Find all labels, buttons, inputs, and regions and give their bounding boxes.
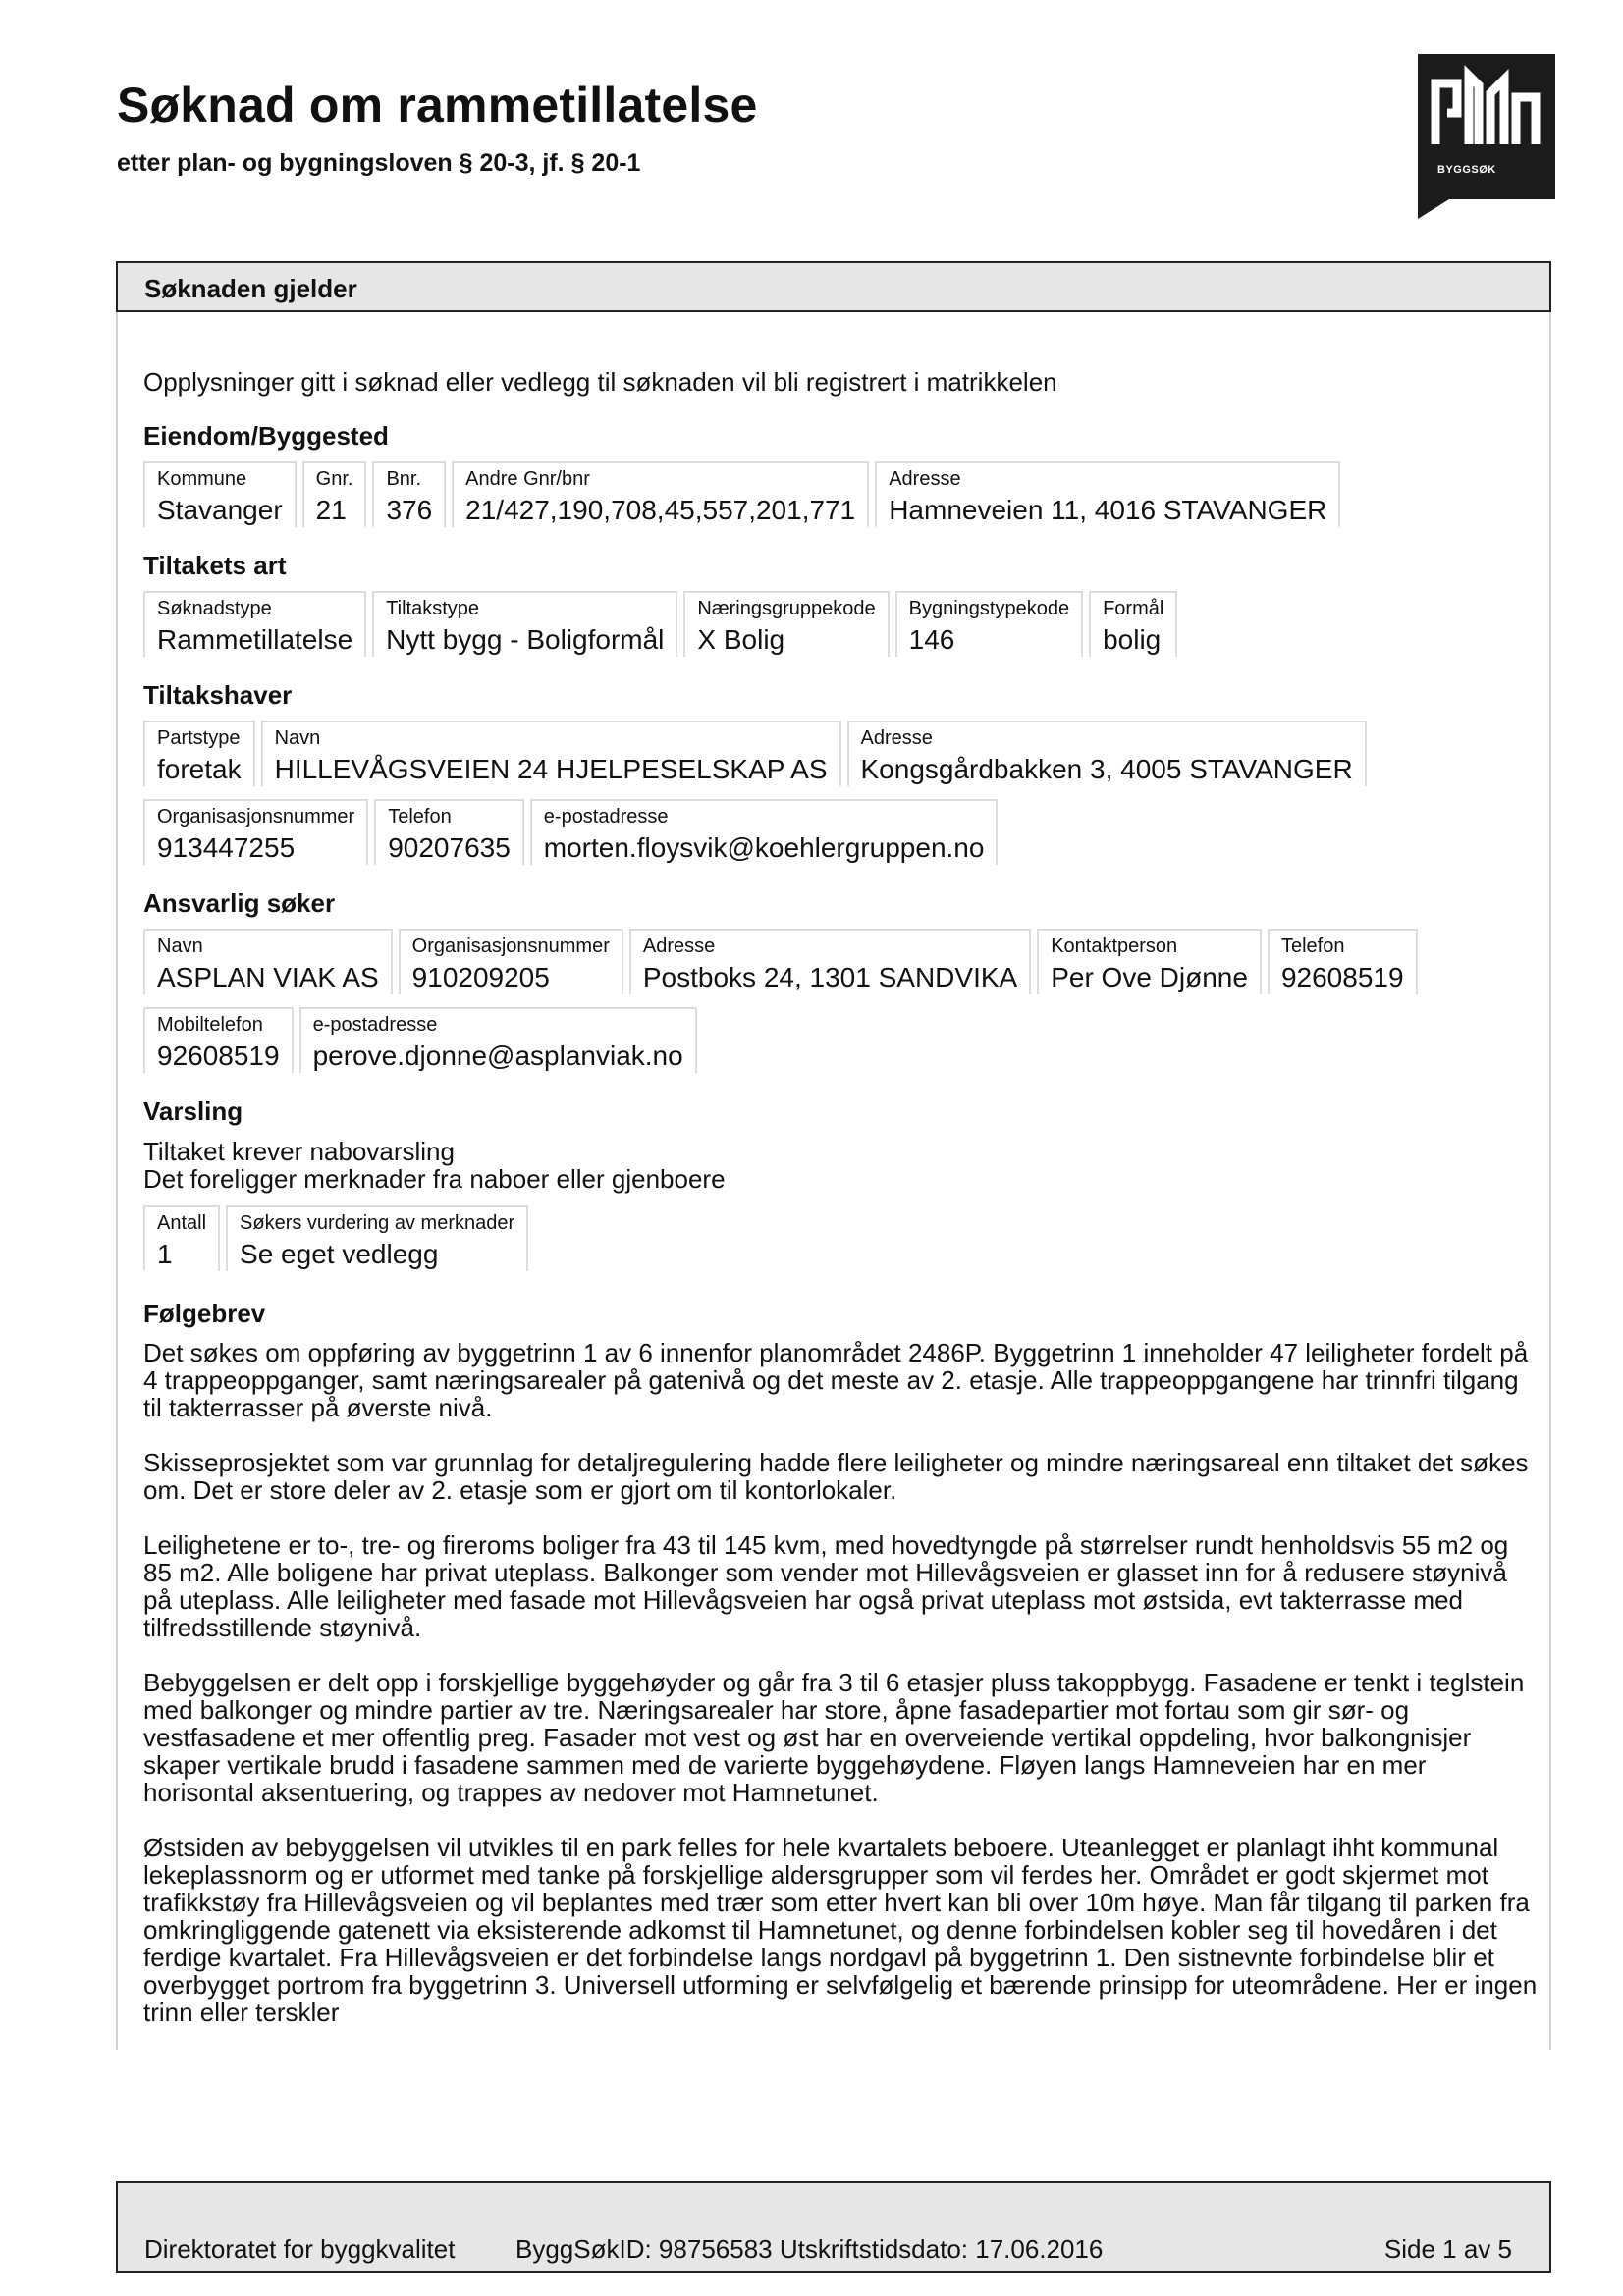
footer-page-number: Side 1 av 5 <box>1383 2234 1512 2264</box>
section-header <box>116 261 1551 312</box>
field-navn: Navn HILLEVÅGSVEIEN 24 HJELPESELSKAP AS <box>261 721 841 786</box>
logo-text: BYGGSØK <box>1437 164 1496 176</box>
varsling-line2: Det foreligger merknader fra naboer eller gjenboere <box>143 1164 726 1194</box>
page-title: Søknad om rammetillatelse <box>117 78 758 133</box>
byggsok-logo <box>1418 54 1555 199</box>
field-organisasjonsnummer: Organisasjonsnummer 913447255 <box>143 799 368 865</box>
page-footer <box>116 2181 1551 2273</box>
field-vurdering: Søkers vurdering av merknader Se eget vedlegg <box>226 1205 528 1271</box>
field-epost: e-postadresse perove.djonne@asplanviak.no <box>299 1007 697 1073</box>
eiendom-fields <box>143 461 1346 527</box>
field-telefon: Telefon 92608519 <box>1268 929 1418 994</box>
field-andre-gnr-bnr: Andre Gnr/bnr 21/427,190,708,45,557,201,771 <box>452 461 869 527</box>
page-subtitle: etter plan- og bygningsloven § 20-3, jf. § 20-1 <box>117 149 641 177</box>
field-kontaktperson: Kontaktperson Per Ove Djønne <box>1037 929 1262 994</box>
tiltakshaver-row1 <box>143 721 1373 786</box>
folgebrev-paragraph: Østsiden av bebyggelsen vil utvikles til en park felles for hele kvartalets beboere. Uteanlegget er planlagt ihht kommunal lekeplassnorm og er utformet med tanke på forskjellige aldersgrupper som vil ferdes her. Området er godt skjermet mot trafikkstøy fra Hillevågsveien og vil beplantes med trær som etter hvert kan bli over 10m høye. Man får tilgang til parken fra omkringliggende gatenett via eksisterende adkomst til Hamnetunet, og denne forbindelsen kobler seg til hovedåren i det ferdige kvartalet. Fra Hillevågsveien er det forbindelse langs nordgavl på byggetrinn 1. Den sistnevnte forbindelse blir et overbygget portrom fra byggetrinn 3. Universell utforming er selvfølgelig et bærende prinsipp for uteområdene. Her er ingen trinn eller terskler <box>143 1833 1538 2027</box>
varsling-title: Varsling <box>143 1096 243 1126</box>
field-bnr: Bnr. 376 <box>372 461 446 527</box>
folgebrev-paragraph: Bebyggelsen er delt opp i forskjellige byggehøyder og går fra 3 til 6 etasjer pluss takoppbygg. Fasadene er tenkt i teglstein med balkonger og mindre partier av tre. Næringsarealer har store, åpne fasadepartier mot fortau som gir sør- og vestfasadene et mer offentlig preg. Fasader mot vest og øst har en overveiende vertikal oppdeling, hvor balkongnisjer skaper vertikale brudd i fasadene sammen med de varierte byggehøydene. Fløyen langs Hamneveien har en mer horisontal aksentuering, og trappes av nedover mot Hamnetunet. <box>143 1668 1525 1807</box>
logo-tail <box>1418 199 1449 219</box>
folgebrev-paragraph: Skisseprosjektet som var grunnlag for detaljregulering hadde flere leiligheter og mindre næringsareal enn tiltaket det søkes om. Det er store deler av 2. etasje som er gjort om til kontorlokaler. <box>143 1448 1529 1505</box>
folgebrev-text <box>143 1339 1538 2054</box>
field-bygningstypekode: Bygningstypekode 146 <box>895 591 1083 657</box>
field-gnr: Gnr. 21 <box>302 461 367 527</box>
buildings-icon <box>1418 54 1555 162</box>
field-soknadstype: Søknadstype Rammetillatelse <box>143 591 366 657</box>
field-antall: Antall 1 <box>143 1205 220 1271</box>
section-title: Søknaden gjelder <box>144 274 357 303</box>
field-navn: Navn ASPLAN VIAK AS <box>143 929 393 994</box>
info-text: Opplysninger gitt i søknad eller vedlegg til søknaden vil bli registrert i matrikkelen <box>143 367 1057 397</box>
field-epost: e-postadresse morten.floysvik@koehlergruppen.no <box>530 799 999 865</box>
field-telefon: Telefon 90207635 <box>374 799 524 865</box>
folgebrev-paragraph: Leilighetene er to-, tre- og fireroms boliger fra 43 til 145 kvm, med hovedtyngde på størrelser rundt henholdsvis 55 m2 og 85 m2. Alle boligene har privat uteplass. Balkonger som vender mot Hillevågsveien er glasset inn for å redusere støynivå på uteplass. Alle leiligheter med fasade mot Hillevågsveien har også privat uteplass mot østsida, evt takterrasse med tilfredsstillende støynivå. <box>143 1530 1509 1642</box>
field-adresse: Adresse Kongsgårdbakken 3, 4005 STAVANGER <box>847 721 1367 786</box>
field-adresse: Adresse Postboks 24, 1301 SANDVIKA <box>629 929 1031 994</box>
ansvarlig-row1 <box>143 929 1424 994</box>
field-organisasjonsnummer: Organisasjonsnummer 910209205 <box>399 929 623 994</box>
field-kommune: Kommune Stavanger <box>143 461 297 527</box>
varsling-line1: Tiltaket krever nabovarsling <box>143 1137 455 1166</box>
field-mobiltelefon: Mobiltelefon 92608519 <box>143 1007 294 1073</box>
tiltakshaver-row2 <box>143 799 1003 865</box>
field-adresse: Adresse Hamneveien 11, 4016 STAVANGER <box>875 461 1340 527</box>
field-formal: Formål bolig <box>1089 591 1177 657</box>
field-tiltakstype: Tiltakstype Nytt bygg - Boligformål <box>372 591 677 657</box>
ansvarlig-title: Ansvarlig søker <box>143 888 336 918</box>
tiltak-fields <box>143 591 1183 657</box>
ansvarlig-row2 <box>143 1007 703 1073</box>
field-naeringsgruppekode: Næringsgruppekode X Bolig <box>683 591 889 657</box>
footer-publisher: Direktoratet for byggkvalitet <box>144 2234 456 2264</box>
tiltak-title: Tiltakets art <box>143 551 287 580</box>
varsling-fields <box>143 1205 534 1271</box>
eiendom-title: Eiendom/Byggested <box>143 421 389 451</box>
field-partstype: Partstype foretak <box>143 721 255 786</box>
footer-id-date: ByggSøkID: 98756583 Utskriftstidsdato: 17.06.2016 <box>515 2234 1104 2264</box>
folgebrev-title: Følgebrev <box>143 1299 266 1328</box>
tiltakshaver-title: Tiltakshaver <box>143 680 293 710</box>
folgebrev-paragraph: Det søkes om oppføring av byggetrinn 1 av 6 innenfor planområdet 2486P. Byggetrinn 1 inneholder 47 leiligheter fordelt på 4 trappeoppganger, samt næringsarealer på gatenivå og det meste av 2. etasje. Alle trappeoppgangene har trinnfri tilgang til takterrasser på øverste nivå. <box>143 1338 1529 1422</box>
